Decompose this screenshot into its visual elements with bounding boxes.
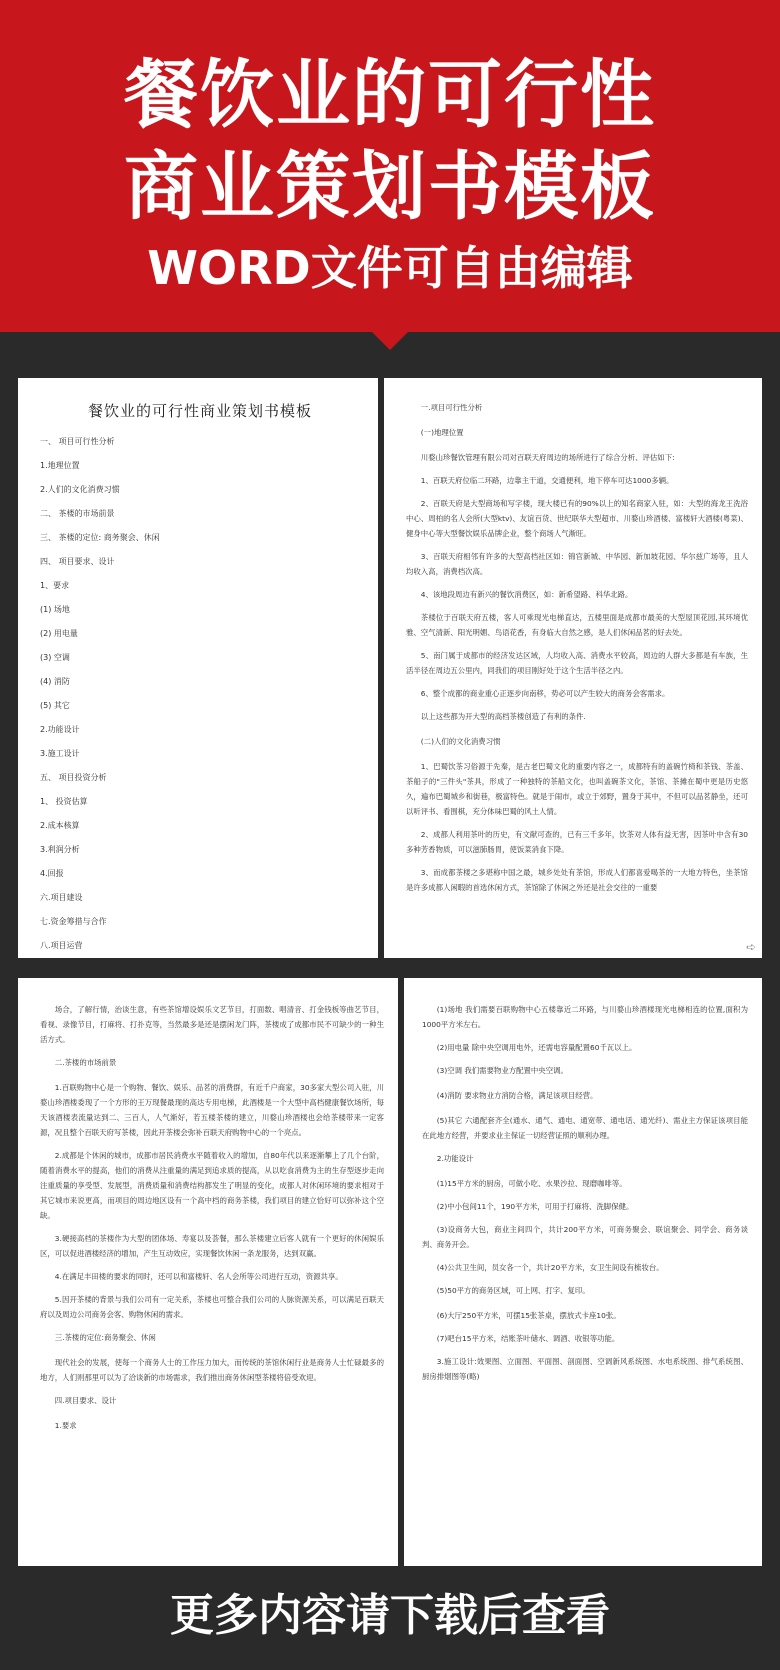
toc-item: 一、 项目可行性分析: [40, 437, 115, 446]
section-heading: 3.施工设计:效果图、立面图、平面图、剖面图、空调新风系统图、水电系统图、排气系统图、厨房排烟图等(略): [422, 1357, 748, 1381]
banner-title-line-2: 商业策划书模板: [124, 144, 656, 230]
paragraph: 川婺山珍餐饮管理有限公司对百联天府周边的场所进行了综合分析、评估如下:: [420, 453, 675, 462]
document-page-2: [384, 378, 762, 958]
paragraph: 6、整个成都的商业重心正逐步向南移，势必可以产生较大的商务会客需求。: [420, 689, 670, 698]
paragraph: 2、百联天府是大型商场和写字楼，现大楼已有的90%以上的知名商家入驻，如：大型的海龙王洗浴中心、周柏的名人会所(大型ktv)、友谊百货、世纪联华大型超市、川婺山珍酒楼、富楼轩大酒楼(粤菜)、健身中心等大型餐饮娱乐品牌企业，整个商场人气渐旺。: [406, 499, 748, 538]
paragraph: (5)其它 六通配套齐全(通水、通气、通电、通宽带、通电话、通光纤)、需业主方保证该项目能在此地方经营，并要求业主保证一切经营证照的顺利办理。: [422, 1116, 748, 1140]
paragraph: 1、百联天府位临二环路，边靠主干道，交通便利，地下停车可达1000多辆。: [420, 476, 674, 485]
section-heading: 三.茶楼的定位:商务聚会、休闲: [54, 1333, 156, 1342]
paragraph: 1、巴蜀饮茶习俗源于先秦，是古老巴蜀文化的重要内容之一，成都特有的盖碗竹椅和茶钱、茶盖、茶船子的"三件头"茶具，形成了一种独特的茶船文化，也叫盖碗茶文化，茶馆、茶摊在蜀中更是历史悠久，遍布巴蜀城乡和街巷，极富特色。就是于闹市，或立于郊野，置身于其中，不但可以品茗静坐，还可以听评书、看围棋，充分体味巴蜀的风土人情。: [406, 762, 748, 816]
paragraph: 场合，了解行情，治谈生意，有些茶馆增设娱乐文艺节目，打面数、唱清音、打金钱板等曲艺节目，看视、录像节目，打麻将、打扑克等，当然最多是还是摆闲龙门阵，茶楼成了成都市民不可缺少的一种生活方式。: [40, 1005, 384, 1044]
next-page-arrow-icon: ➪: [745, 940, 756, 954]
paragraph: (1)场地 我们需要百联购物中心五楼靠近二环路，与川婺山珍酒楼现光电梯相连的位置,面积为1000平方米左右。: [422, 1005, 748, 1029]
page-2-body: [406, 400, 748, 895]
toc-item: 2.成本核算: [40, 821, 80, 830]
paragraph: 5.因开茶楼的背景与我们公司有一定关系，茶楼也可整合我们公司的人脉资源关系，可以满足百联天府以及周边公司商务会客、购物休闲的需求。: [40, 1295, 384, 1319]
paragraph: 1.百联购物中心是一个购物、餐饮、娱乐、品茗的消费群，有近千户商家，30多家大型公司入驻，川婺山珍酒楼委现了一个方形的王万现餐最现的高达专用电梯，此酒楼是一个大型中高档健康餐饮场所，每天该酒楼表流量达到二、三百人，人气渐好，若五楼茶楼的建立，川婺山珍酒楼也会给茶楼带来一定客源，况且整个百联天府写茶楼，因此开茶楼会弥补百联天府购物中心的一个亮点。: [40, 1083, 384, 1137]
page-3-body: [40, 1002, 384, 1433]
toc-item: 1、 投资估算: [40, 797, 88, 806]
paragraph: 茶楼位于百联天府五楼，客人可乘现光电梯直达，五楼里面是成都市最美的大型屋顶花园,其环境优雅、空气清新、阳光明媚、鸟语花香，有身临大自然之感，是人们休闲品茗的好去处。: [406, 613, 748, 637]
paragraph: 5、南门属于成都市的经济发达区域，人均收入高、消费水平较高，周边的人群大多都是有车族，生活半径在周边五公里内，同我们的项目刚好处于这个生活半径之内。: [406, 651, 748, 675]
toc-item: (1) 场地: [40, 605, 70, 614]
document-page-4: [404, 978, 762, 1566]
toc-item: 五、 项目投资分析: [40, 773, 107, 782]
toc-item: 2.功能设计: [40, 725, 80, 734]
section-heading: (5)50平方的商务区域，可上网、打字、复印。: [436, 1286, 590, 1295]
document-page-1: [18, 378, 378, 958]
section-heading: 一.项目可行性分析: [420, 403, 483, 412]
toc-item: 二、 茶楼的市场前景: [40, 509, 115, 518]
banner-title-line-1: 餐饮业的可行性: [124, 52, 656, 138]
toc-item: 3.利润分析: [40, 845, 80, 854]
paragraph: (6)大厅250平方米，可摆15张茶桌，摆放式卡座10张。: [436, 1311, 621, 1320]
toc-item: (2) 用电量: [40, 629, 78, 638]
toc-item: 六.项目建设: [40, 893, 83, 902]
document-page-3: [18, 978, 398, 1566]
document-title: 餐饮业的可行性商业策划书模板: [87, 402, 312, 420]
paragraph: 2.成都是个休闲的城市，成都市居民消费水平随着收入的增加，自80年代以来逐渐攀上了几个台阶，随着消费水平的提高，他们的消费从注重量的满足到追求质的提高，从以吃食消费为主的生存型逐步走向注重质量的享受型、发展型，消费质量和消费结构都发生了明显的变化，成都人对休闲环境的要求相对于其它城市来说更高，而项目的周边地区设有一个高中档的商务茶楼，我们项目的建立恰好可以弥补这个空缺。: [40, 1151, 384, 1220]
paragraph: (3)设商务大包，商业主间四个，共计200平方米，可商务聚会、联谊聚会、同学会、商务谈判、商务开会。: [422, 1225, 748, 1249]
toc-item: (5) 其它: [40, 701, 70, 710]
toc-item: 3.施工设计: [40, 749, 80, 758]
paragraph: 3、而成都茶楼之多堪称中国之最，城乡处处有茶馆，形成人们都喜爱喝茶的一大地方特色，坐茶馆是许多成都人闲暇的首选休闲方式，茶馆除了休闲之外还是社会交往的一重要: [406, 868, 748, 892]
toc-item: 1.地理位置: [40, 461, 80, 470]
toc-item: 八.项目运营: [40, 941, 83, 950]
paragraph: 现代社会的发展，使每一个商务人士的工作压力加大，而传统的茶馆休闲行业是商务人士忙碌最多的地方，人们则那里可以为了洽谈新的市场需求，我们推出商务休闲型茶楼将倍受欢迎。: [40, 1358, 384, 1382]
paragraph: (2)中小包间11个，190平方米，可用于打麻将、洗脚保健。: [436, 1202, 634, 1211]
section-heading: (二)人们的文化消费习惯: [420, 737, 501, 746]
section-heading: (3)空调 我们需要物业方配置中央空调。: [436, 1066, 568, 1075]
section-heading: (4)消防 要求物业方消防合格，满足该项目经营。: [436, 1091, 598, 1100]
section-heading: 1.要求: [54, 1421, 77, 1430]
section-heading: 2.功能设计: [436, 1154, 474, 1163]
toc-item: 4.回报: [40, 869, 64, 878]
paragraph: (2)用电量 除中央空调用电外，还需电容量配置60千瓦以上。: [436, 1043, 637, 1052]
toc-item: 2.人们的文化消费习惯: [40, 485, 120, 494]
paragraph: (7)吧台15平方米，结账茶叶储水、调酒、收银等功能。: [436, 1334, 620, 1343]
paragraph: (1)15平方米的厨房，可做小吃、水果沙拉、现磨咖啡等。: [436, 1179, 627, 1188]
section-heading: 四.项目要求、设计: [54, 1396, 117, 1405]
paragraph: 3.硬接高档的茶楼作为大型的团体场、寿宴以及荟餐，那么茶楼建立后客人就有一个更好的休闲娱乐区，可以促进酒楼经济的增加，产生互动效应，实现餐饮休闲一条龙服务，达到双赢。: [40, 1234, 384, 1258]
paragraph: (4)公共卫生间，员女各一个，共计20平方米，女卫生间设有梳妆台。: [436, 1263, 664, 1272]
section-heading: (一)地理位置: [420, 428, 464, 437]
download-prompt: 更多内容请下载后查看: [170, 1590, 610, 1641]
toc-item: (3) 空调: [40, 653, 70, 662]
banner-subtitle: WORD文件可自由编辑: [147, 241, 633, 295]
table-of-contents: [40, 437, 360, 951]
toc-item: 三、 茶楼的定位: 商务聚会、休闲: [40, 533, 160, 542]
paragraph: 4.在满足丰田楼的要求的同时，还可以和富楼轩、名人会所等公司进行互动，资源共享。: [54, 1272, 343, 1281]
paragraph: 3、百联天府相邻有许多的大型高档社区如：锦官新城、中华园、新加坡花园、华尔兹广场等，且人均收入高，消费档次高。: [406, 552, 748, 576]
toc-item: (4) 消防: [40, 677, 70, 686]
page-4-body: [422, 1002, 748, 1384]
paragraph: 2、成都人利用茶叶的历史，有文献可查的，已有三千多年，饮茶对人体有益无害，因茶叶中含有30多种芳香物质，可以滋肺肠胃，使饭菜消食下降。: [406, 830, 748, 854]
paragraph: 4、该地段周边有新兴的餐饮消费区，如：新希望路、科华北路。: [420, 590, 633, 599]
header-banner: [0, 0, 780, 332]
section-heading: 以上这些都为开大型的高档茶楼创造了有利的条件.: [420, 712, 586, 721]
section-heading: 二.茶楼的市场前景: [54, 1058, 117, 1067]
banner-pointer-notch: [370, 330, 410, 350]
toc-item: 七.资金筹措与合作: [40, 917, 107, 926]
toc-item: 四、 项目要求、设计: [40, 557, 115, 566]
toc-item: 1、要求: [40, 581, 70, 590]
